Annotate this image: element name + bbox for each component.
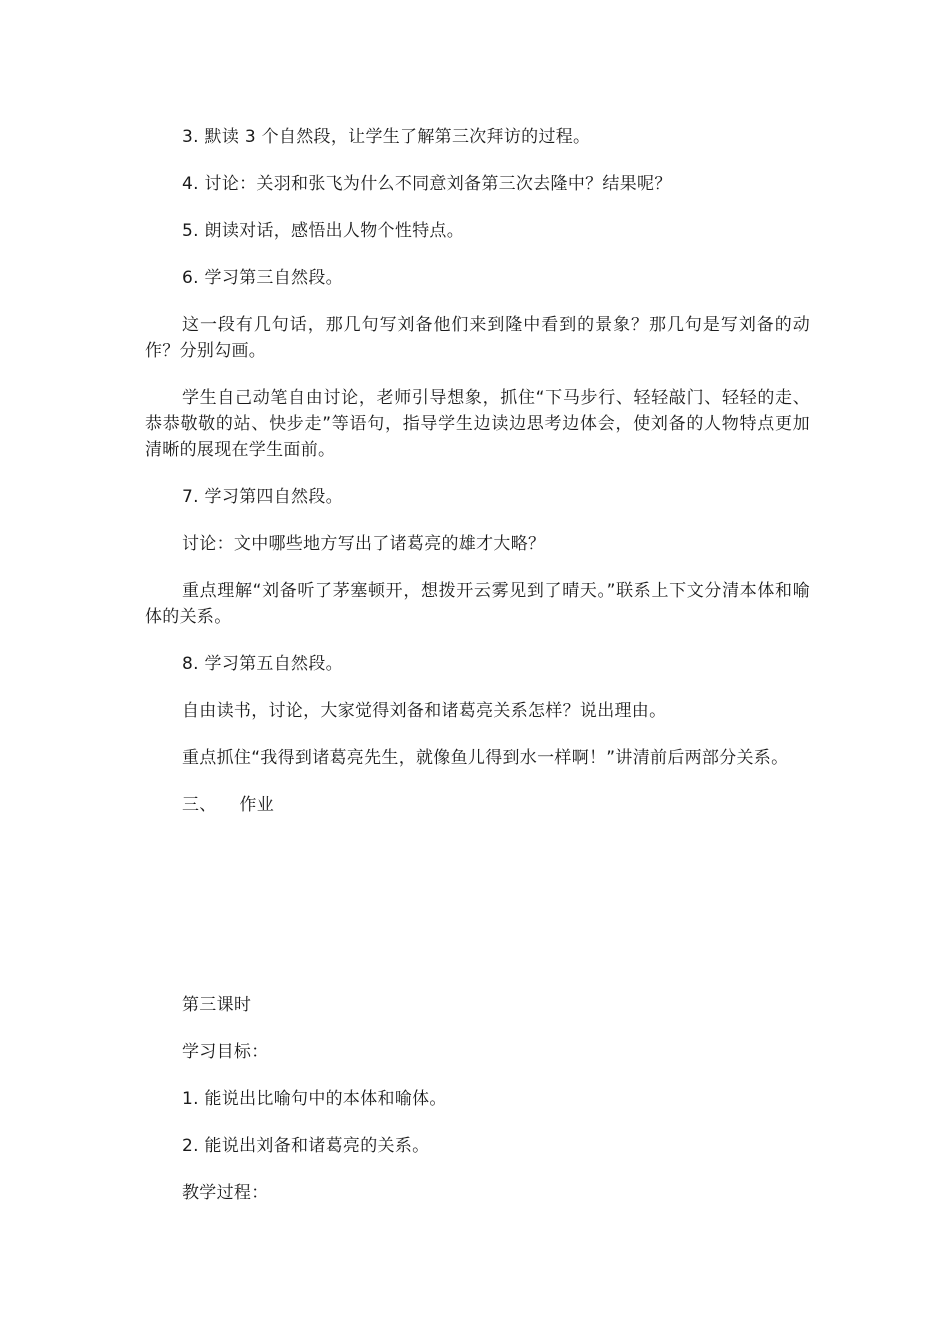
paragraph-step-3: 3. 默读 3 个自然段，让学生了解第三次拜访的过程。 — [182, 127, 591, 147]
paragraph-zhuge-discussion: 讨论：文中哪些地方写出了诸葛亮的雄才大略？ — [182, 534, 546, 554]
paragraph-discussion: 学生自己动笔自由讨论，老师引导想象，抓住“下马步行、轻轻敲门、轻轻的走、恭恭敬敬的站、快步走”等语句，指导学生边读边思考边体会，使刘备的人物特点更加清晰的展现在学生面前。 — [145, 388, 810, 460]
paragraph-step-7: 7. 学习第四自然段。 — [182, 487, 343, 507]
paragraph-relationship-discussion: 自由读书，讨论，大家觉得刘备和诸葛亮关系怎样？说出理由。 — [182, 701, 667, 721]
paragraph-step-6: 6. 学习第三自然段。 — [182, 268, 343, 288]
paragraph-step-5: 5. 朗读对话，感悟出人物个性特点。 — [182, 221, 465, 241]
heading-third-lesson: 第三课时 — [182, 995, 252, 1015]
document-page — [145, 124, 810, 1227]
heading-learning-goals: 学习目标： — [182, 1042, 269, 1062]
heading-teaching-process: 教学过程： — [182, 1183, 269, 1203]
goal-item-2: 2. 能说出刘备和诸葛亮的关系。 — [182, 1136, 430, 1156]
goal-item-1: 1. 能说出比喻句中的本体和喻体。 — [182, 1089, 447, 1109]
paragraph-fish-water: 重点抓住“我得到诸葛亮先生，就像鱼儿得到水一样啊！”讲清前后两部分关系。 — [182, 748, 789, 768]
blank-spacer — [145, 839, 810, 992]
paragraph-step-8: 8. 学习第五自然段。 — [182, 654, 343, 674]
paragraph-step-4: 4. 讨论：关羽和张飞为什么不同意刘备第三次去隆中？结果呢？ — [182, 174, 672, 194]
paragraph-metaphor-focus: 重点理解“刘备听了茅塞顿开，想拨开云雾见到了晴天。”联系上下文分清本体和喻体的关系。 — [145, 581, 810, 627]
paragraph-scene-question: 这一段有几句话，那几句写刘备他们来到隆中看到的景象？那几句是写刘备的动作？分别勾画。 — [145, 315, 810, 361]
heading-homework: 三、 作业 — [182, 795, 275, 815]
